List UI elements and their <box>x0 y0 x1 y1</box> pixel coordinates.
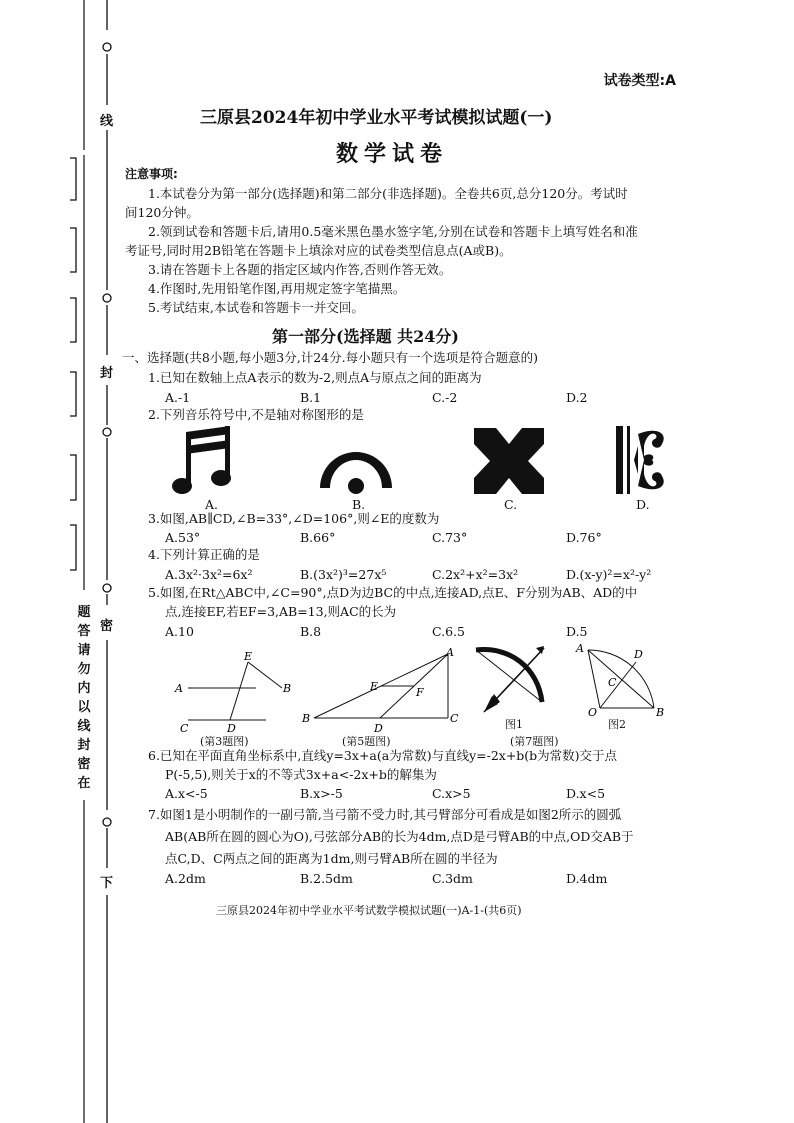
note-3: 3.请在答题卡上各题的指定区域内作答,否则作答无效。 <box>148 262 452 277</box>
q3-option-c: C.73° <box>432 530 468 545</box>
q5-stem-1: 5.如图,在Rt△ABC中,∠C=90°,点D为边BC的中点,连接AD,点E、F分别为AB、AD的中 <box>148 585 638 600</box>
fig7-caption: (第7题图) <box>510 735 559 748</box>
q1-option-c: C.-2 <box>432 390 458 405</box>
paper-type: 试卷类型:A <box>603 73 676 89</box>
q6-stem-1: 6.已知在平面直角坐标系中,直线y=3x+a(a为常数)与直线y=-2x+b(b为常数)交于点 <box>148 748 618 763</box>
fig3-label-a: A <box>175 682 183 695</box>
exam-title: 三原县2024年初中学业水平考试模拟试题(一) <box>200 108 553 128</box>
q1-option-b: B.1 <box>300 390 322 405</box>
q7-option-d: D.4dm <box>566 871 608 886</box>
q3-stem: 3.如图,AB∥CD,∠B=33°,∠D=106°,则∠E的度数为 <box>148 511 440 526</box>
q3-option-a: A.53° <box>165 530 201 545</box>
q2-stem: 2.下列音乐符号中,不是轴对称图形的是 <box>148 407 364 422</box>
fig3-label-b: B <box>283 682 292 695</box>
note-2: 2.领到试卷和答题卡后,请用0.5毫米黑色墨水签字笔,分别在试卷和答题卡上填写姓名和准 <box>148 224 638 239</box>
fig7-sub2: 图2 <box>608 718 626 731</box>
q4-option-d: D.(x-y)²=x²-y² <box>566 567 652 582</box>
q7-stem-2: AB(AB所在圆的圆心为O),弓弦部分AB的长为4dm,点D是弓臂AB的中点,OD交AB于 <box>165 829 634 844</box>
q5-option-c: C.6.5 <box>432 624 465 639</box>
q7-stem-3: 点C,D、C两点之间的距离为1dm,则弓臂AB所在圆的半径为 <box>165 851 498 866</box>
q6-option-c: C.x>5 <box>432 786 471 801</box>
q2-option-c: C. <box>504 497 518 512</box>
fig5-label-b: B <box>302 712 311 725</box>
q6-stem-2: P(-5,5),则关于x的不等式3x+a<-2x+b的解集为 <box>165 767 437 782</box>
q7-stem-1: 7.如图1是小明制作的一副弓箭,当弓箭不受力时,其弓臂部分可看成是如图2所示的圆弧 <box>148 807 622 822</box>
music-symbol-a <box>172 426 252 498</box>
fig7-label-a: A <box>576 642 584 655</box>
subject-title: 数学试卷 <box>336 142 449 167</box>
q6-option-b: B.x>-5 <box>300 786 343 801</box>
q4-option-b: B.(3x²)³=27x⁵ <box>300 567 387 582</box>
q2-option-b: B. <box>352 497 366 512</box>
figure-5 <box>300 646 470 736</box>
q1-option-d: D.2 <box>566 390 588 405</box>
fig7-sub1: 图1 <box>505 718 523 731</box>
q7-option-c: C.3dm <box>432 871 473 886</box>
fig5-label-f: F <box>416 686 424 699</box>
fig7-label-o: O <box>588 706 598 719</box>
fig3-label-c: C <box>180 722 189 735</box>
q6-option-a: A.x<-5 <box>165 786 208 801</box>
fig3-label-d: D <box>227 722 236 735</box>
fig7-label-c: C <box>608 676 617 689</box>
side-xia: 下 <box>100 876 114 891</box>
figure-3 <box>170 648 300 738</box>
binding-margin <box>0 0 130 1123</box>
part1-heading: 第一部分(选择题 共24分) <box>272 327 459 346</box>
q2-option-a: A. <box>205 497 219 512</box>
side-xian: 线 <box>100 114 114 129</box>
fig7-label-b: B <box>656 706 665 719</box>
fig5-label-a: A <box>446 646 454 659</box>
fig3-caption: (第3题图) <box>200 735 249 748</box>
figure-7-arc <box>578 640 668 720</box>
q3-option-b: B.66° <box>300 530 336 545</box>
q7-option-b: B.2.5dm <box>300 871 353 886</box>
music-symbol-b <box>318 440 394 496</box>
section-heading: 一、选择题(共8小题,每小题3分,计24分.每小题只有一个选项是符合题意的) <box>122 350 538 365</box>
fig5-caption: (第5题图) <box>342 735 391 748</box>
side-warning: 题 答 请 勿 内 以 线 封 密 在 <box>77 605 91 791</box>
notes-heading: 注意事项: <box>125 167 178 181</box>
q5-option-d: D.5 <box>566 624 588 639</box>
fig5-label-d: D <box>374 722 383 735</box>
q4-option-a: A.3x²·3x²=6x² <box>165 567 253 582</box>
q6-option-d: D.x<5 <box>566 786 606 801</box>
figure-7-bow <box>470 642 550 718</box>
fig3-label-e: E <box>244 650 253 663</box>
side-mi: 密 <box>100 619 114 634</box>
q1-option-a: A.-1 <box>165 390 191 405</box>
fig7-label-d: D <box>634 648 643 661</box>
q1-stem: 1.已知在数轴上点A表示的数为-2,则点A与原点之间的距离为 <box>148 370 482 385</box>
music-symbol-c <box>474 428 544 494</box>
fig5-label-e: E <box>370 680 379 693</box>
q7-option-a: A.2dm <box>165 871 206 886</box>
q3-option-d: D.76° <box>566 530 602 545</box>
side-feng: 封 <box>100 366 114 381</box>
q5-stem-2: 点,连接EF,若EF=3,AB=13,则AC的长为 <box>165 604 397 619</box>
q4-option-c: C.2x²+x²=3x² <box>432 567 519 582</box>
fig5-label-c: C <box>450 712 459 725</box>
note-1b: 间120分钟。 <box>125 205 199 220</box>
q5-option-b: B.8 <box>300 624 322 639</box>
note-5: 5.考试结束,本试卷和答题卡一并交回。 <box>148 300 364 315</box>
q5-option-a: A.10 <box>165 624 194 639</box>
q2-option-d: D. <box>636 497 650 512</box>
q4-stem: 4.下列计算正确的是 <box>148 547 260 562</box>
note-2b: 考证号,同时用2B铅笔在答题卡上填涂对应的试卷类型信息点(A或B)。 <box>125 243 512 258</box>
page-footer: 三原县2024年初中学业水平考试数学模拟试题(一)A-1-(共6页) <box>216 904 522 917</box>
music-symbol-d <box>616 426 672 496</box>
note-4: 4.作图时,先用铅笔作图,再用规定签字笔描黑。 <box>148 281 406 296</box>
note-1: 1.本试卷分为第一部分(选择题)和第二部分(非选择题)。全卷共6页,总分120分。考试时 <box>148 186 628 201</box>
